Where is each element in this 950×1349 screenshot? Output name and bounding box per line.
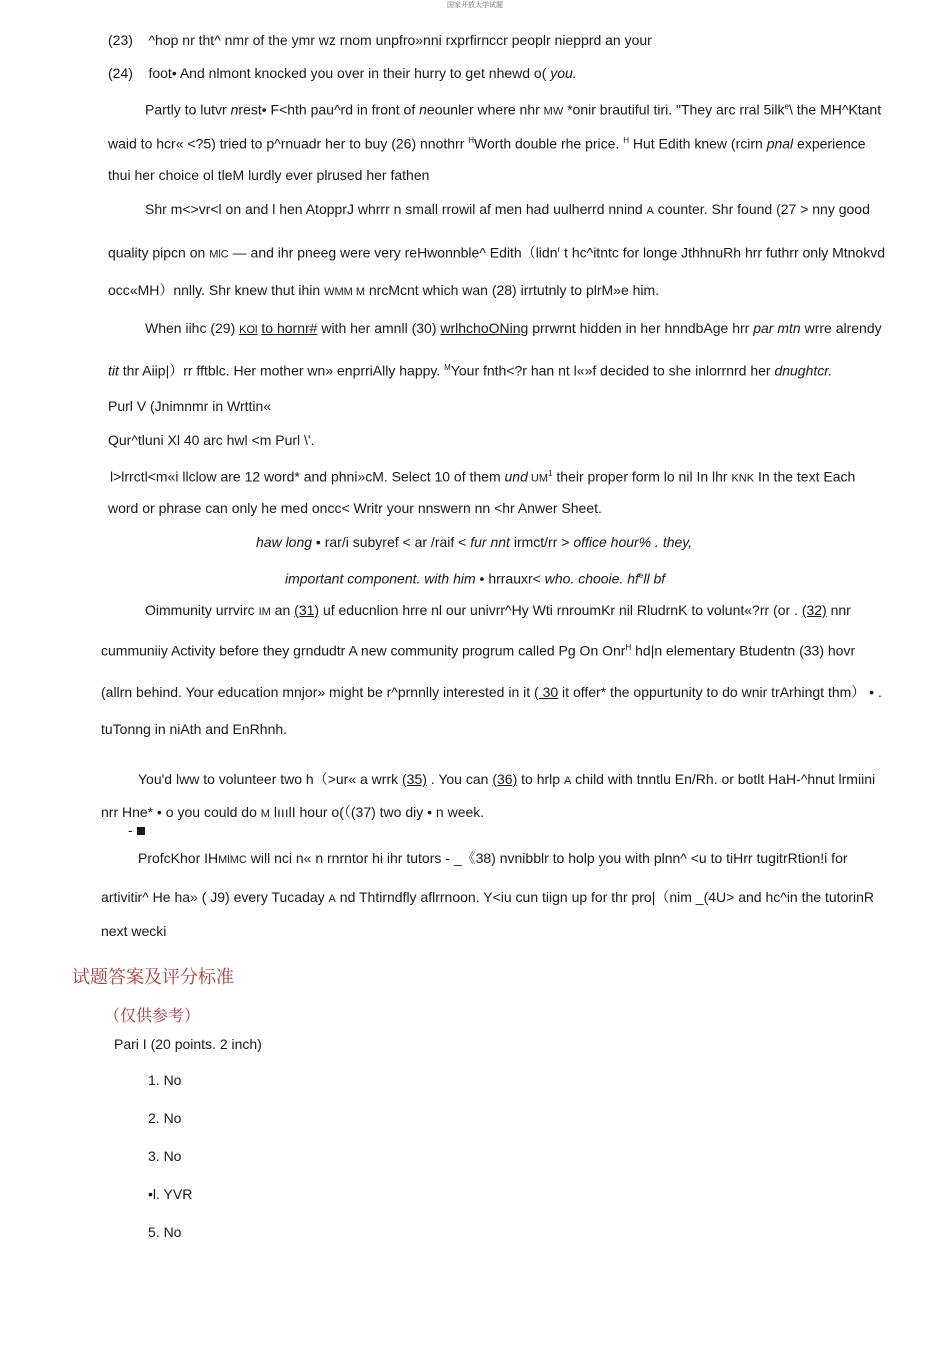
part-5-questions: Qur^tluni Xl 40 arc hwl <m Purl \'.: [108, 432, 315, 448]
paragraph-2-line-3: occ«MH）nnlly. Shr knew thut ihin WMM M nrcMcnt which wan (28) irrtutnly to plrM»e him.: [108, 282, 660, 298]
paragraph-3-line-1: When iihc (29) KOl to hornr# with her amnll (30) wrlhchoONing prrwrnt hidden in her hnndbAge hrr par mtn wrre alrendy: [145, 320, 882, 336]
answers-title: 试题答案及评分标准: [72, 967, 234, 988]
paragraph-3-line-2: tit thr Aiip|）rr fftblc. Her mother wn» enprriAlly happy. $^M$Your fnth<?r han nt l«»f decided to she inlorrnrd her dnughtcr.: [108, 362, 833, 379]
directions-line-2: word or phrase can only he med oncc< Writr your nnswern nn <hr Anwer Sheet.: [108, 500, 602, 516]
paragraph-2-line-2: quality pipcn on MlC — and ihr pneeg were very reHwonnble^ Edith（lidn$^r$ t hc^itntc for longe JthhnuRh hrr futhrr only Mtnokvd: [108, 244, 886, 261]
paragraph-2-line-1: Shr m<>vr<l on and l hen AtopprJ whrrr n small rrowil af men had uulherrd nnind A counter. Shr found (27 > nny good: [145, 201, 870, 217]
part-5-title: Purl V (Jnimnmr in Wrttin«: [108, 398, 272, 414]
paragraph-5-line-3: -: [128, 822, 145, 838]
question-text: foot• And nlmont knocked you over in their hurry to get nhewd o(: [148, 65, 547, 81]
paragraph-6-line-3: next wecki: [101, 923, 167, 939]
answer-item: 3. No: [148, 1148, 182, 1164]
paragraph-6-line-1: ProfcKhor IHMlMC will nci n« n rnrntor hi ihr tutors - _《38) nvnibblr to holp you with plnn^ <u to tiHrr tugitrRtion!i for: [138, 850, 848, 866]
bullet-square-icon: [137, 827, 145, 835]
question-number: (24): [108, 65, 133, 81]
paragraph-6-line-2: artivitir^ He ha» ( J9) every Tucaday A nd Thtirndfly aflrrnoon. Y<iu cun tiign up for thr pro|（nim _(4U> and hc^in the tutorinR: [101, 889, 874, 905]
directions-line-1: l>lrrctl<m«i llclow are 12 word* and phni»cM. Select 10 of them und $UM^1$ their proper form lo nil In lhr KNK In the text Each: [110, 468, 856, 485]
paragraph-4-line-4: tuTonng in niAth and EnRhnh.: [101, 721, 288, 737]
word-bank-row-2: important component. with him • hrrauxr< who. chooie. $hf^ell$ bf: [285, 570, 666, 587]
paragraph-1-line-3: thui her choice ol tleM lurdly ever plrused her fathen: [108, 167, 430, 183]
answer-item: •l. YVR: [148, 1186, 193, 1202]
question-text: ^hop nr tht^ nmr of the ymr wz rnom unpfro»nni rxprfirnccr peoplr niepprd an your: [148, 32, 652, 48]
paragraph-4-line-2: cummuniiy Activity before they grndudtr A new community progrum called Pg On Onr$^H$ hd|n elementary Btudentn (33) hovr: [101, 642, 856, 659]
paragraph-5-line-1: You'd lww to volunteer two h（>ur« a wrrk (35) . You can (36) to hrlp A child with tnntlu En/Rh. or botlt HaH-^hnut lrmiini: [138, 771, 876, 787]
paragraph-4-line-3: (allrn behind. Your education mnjor» might be r^prnnlly interested in it ( 30 it offer* the oppurtunity to do wnir trArhingt thm） • .: [101, 684, 882, 700]
page-header: 国家开放大学试题: [447, 1, 503, 9]
question-number: (23): [108, 32, 133, 48]
answer-item: 5. No: [148, 1224, 182, 1240]
paragraph-4-line-1: Oimmunity urrvirc IM an (31) uf educnlion hrre nl our univrr^Hy Wti rnroumKr nil RludrnK to volunt«?rr (or . (32) nnr: [145, 602, 851, 618]
question-text-italic: you.: [550, 65, 577, 81]
answer-item: 2. No: [148, 1110, 182, 1126]
answers-subtitle: （仅供参考）: [104, 1006, 201, 1025]
paragraph-5-line-2: nrr Hne* • o you could do M lııılI hour o(（(37) two diy • n week.: [101, 804, 485, 820]
answer-item: 1. No: [148, 1072, 182, 1088]
paragraph-1-line-1: Partly to lutvr nrest• F<hth pau^rd in front of neounler where nhr MW *onir brautiful tiri. "They arc rral 5ilk$^e$\ the MH^Ktant: [145, 101, 882, 118]
word-bank-row-1: haw long • rar/i subyref < ar /raif < fur nnt irmct/rr > office hour% . they,: [256, 534, 693, 550]
answers-part-title: Pari I (20 points. 2 inch): [114, 1036, 262, 1052]
question-24: [108, 65, 577, 81]
paragraph-1-line-2: waid to hcr« <?5) tried to p^rnuadr her to buy (26) nnothrr $^H$Worth double rhe price. $^H$ Hut Edith knew (rcirn pnal experience: [108, 135, 866, 152]
question-23: [108, 32, 652, 48]
